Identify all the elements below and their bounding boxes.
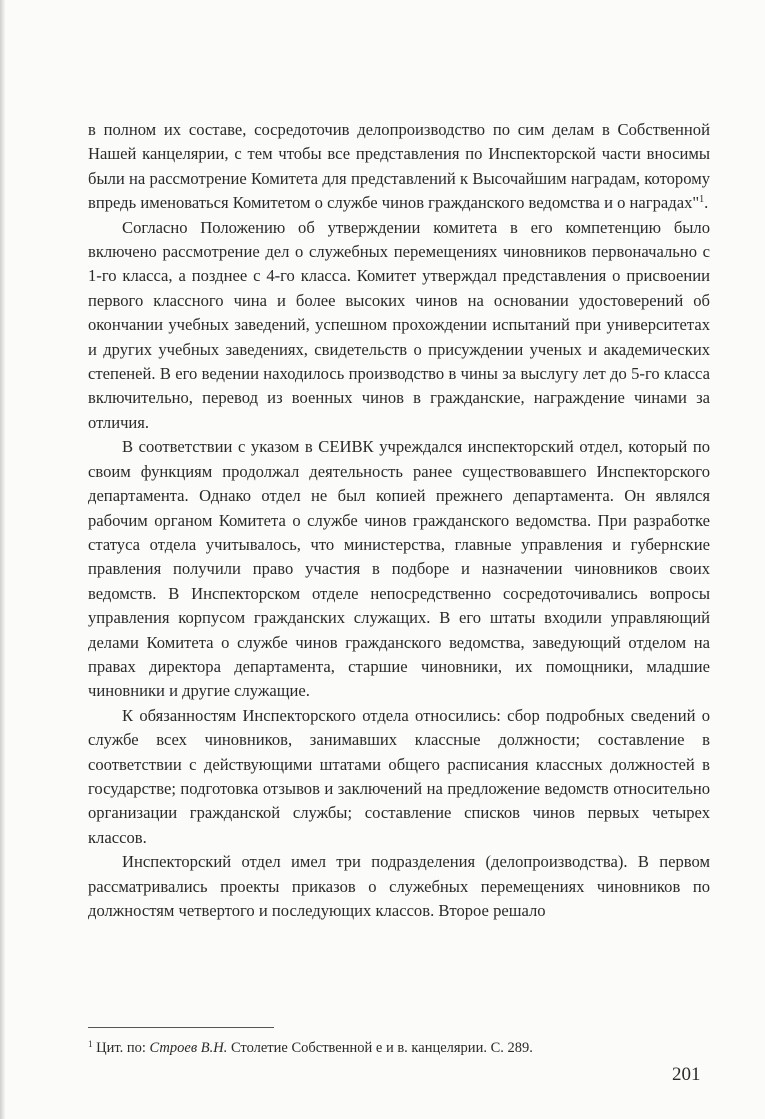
footnote-ref[interactable]: 1 — [699, 194, 705, 206]
main-text — [88, 118, 710, 923]
page-binding-edge — [0, 0, 5, 1119]
page-number: 201 — [672, 1064, 701, 1085]
paragraph-1: в полном их составе, сосредоточив делопроизводство по сим делам в Собственной Нашей канцелярии, с тем чтобы все представления по Инспекторской части вносимы были на рассмотрение Комитета для представлений к Высочайшим наградам, которому впредь именоваться Комитетом о службе чинов гражданского ведомства и о наградах"$^1$. — [88, 120, 710, 213]
paragraph-2: Согласно Положению об утверждении комитета в его компетенцию было включено рассмотрение дел о служебных перемещениях чиновников первоначально с 1-го класса, а позднее с 4-го класса. Комитет утверждал представления о присвоении первого классного чина и более высоких чинов на основании удостоверений об окончании учебных заведений, успешном прохождении испытаний при университетах и других учебных заведениях, свидетельств о присуждении ученых и академических степеней. В его ведении находилось производство в чины за выслугу лет до 5-го класса включительно, перевод из военных чинов в гражданские, награждение чинами за отличия. — [88, 217, 710, 432]
footnote-divider — [88, 1027, 274, 1028]
footnote-title: Столетие Собственной е и в. канцелярии. С. 289. — [230, 1040, 533, 1056]
footnote — [88, 1038, 708, 1058]
footnote-author: Строев В.Н. — [149, 1040, 228, 1056]
paragraph-4: К обязанностям Инспекторского отдела относились: сбор подробных сведений о службе всех чиновников, занимавших классные должности; составление в соответствии с действующими штатами общего расписания классных должностей в государстве; подготовка отзывов и заключений на предложение ведомств относительно организации гражданской службы; составление списков чинов первых четырех классов. — [88, 705, 710, 847]
paragraph-5: Инспекторский отдел имел три подразделения (делопроизводства). В первом рассматривались проекты приказов о служебных перемещениях чиновников по должностям четвертого и последующих классов. Второе решало — [88, 852, 710, 920]
footnote-prefix: Цит. по: — [96, 1040, 146, 1056]
paragraph-1-text: в полном их составе, сосредоточив делопроизводство по сим делам в Собственной Нашей канцелярии, с тем чтобы все представления по Инспекторской части вносимы были на рассмотрение Комитета для представлений к Высочайшим наградам, которому впредь именоваться Комитетом о службе чинов гражданского ведомства и о наградах" — [88, 120, 710, 213]
paragraph-3: В соответствии с указом в СЕИВК учреждался инспекторский отдел, который по своим функциям продолжал деятельность ранее существовавшего Инспекторского департамента. Однако отдел не был копией прежнего департамента. Он являлся рабочим органом Комитета о службе чинов гражданского ведомства. При разработке статуса отдела учитывалось, что министерства, главные управления и губернские правления получили право участия в подборе и назначении чиновников своих ведомств. В Инспекторском отделе непосредственно сосредоточивались вопросы управления корпусом гражданских служащих. В его штаты входили управляющий делами Комитета о службе чинов гражданского ведомства, заведующий отделом на правах директора департамента, старшие чиновники, их помощники, младшие чиновники и другие служащие. — [88, 437, 710, 701]
footnote-marker: 1 — [88, 1039, 93, 1049]
